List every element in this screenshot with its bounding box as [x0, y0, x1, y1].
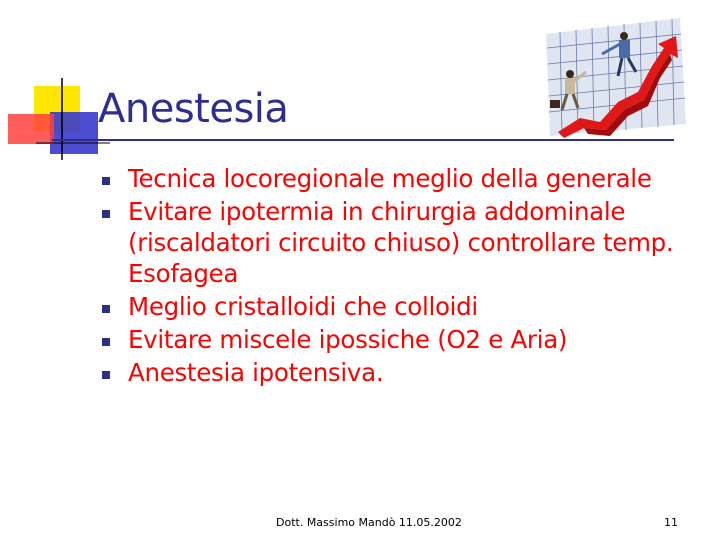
bullet-list: [100, 163, 700, 390]
bullet-text: Anestesia ipotensiva.: [128, 358, 384, 387]
page-number: 11: [664, 516, 678, 529]
footer-text: Dott. Massimo Mandò 11.05.2002: [276, 516, 462, 529]
bullet-text: Evitare miscele ipossiche (O2 e Aria): [128, 325, 568, 354]
bullet-item: [100, 196, 700, 289]
bullet-item: [100, 163, 700, 194]
square-bullet-icon: [102, 338, 110, 346]
corner-squares-icon: [0, 0, 110, 170]
bullet-text: Evitare ipotermia in chirurgia addominale (riscaldatori circuito chiuso) controllare temp. Esofagea: [128, 197, 674, 288]
bullet-item: [100, 357, 700, 388]
bullet-text: Meglio cristalloidi che colloidi: [128, 292, 478, 321]
square-bullet-icon: [102, 210, 110, 218]
square-bullet-icon: [102, 177, 110, 185]
business-climbers-chart-icon: [540, 14, 690, 140]
bullet-text: Tecnica locoregionale meglio della generale: [128, 164, 652, 193]
bullet-item: [100, 324, 700, 355]
square-bullet-icon: [102, 305, 110, 313]
square-bullet-icon: [102, 371, 110, 379]
slide-title: Anestesia: [98, 86, 289, 132]
bullet-item: [100, 291, 700, 322]
